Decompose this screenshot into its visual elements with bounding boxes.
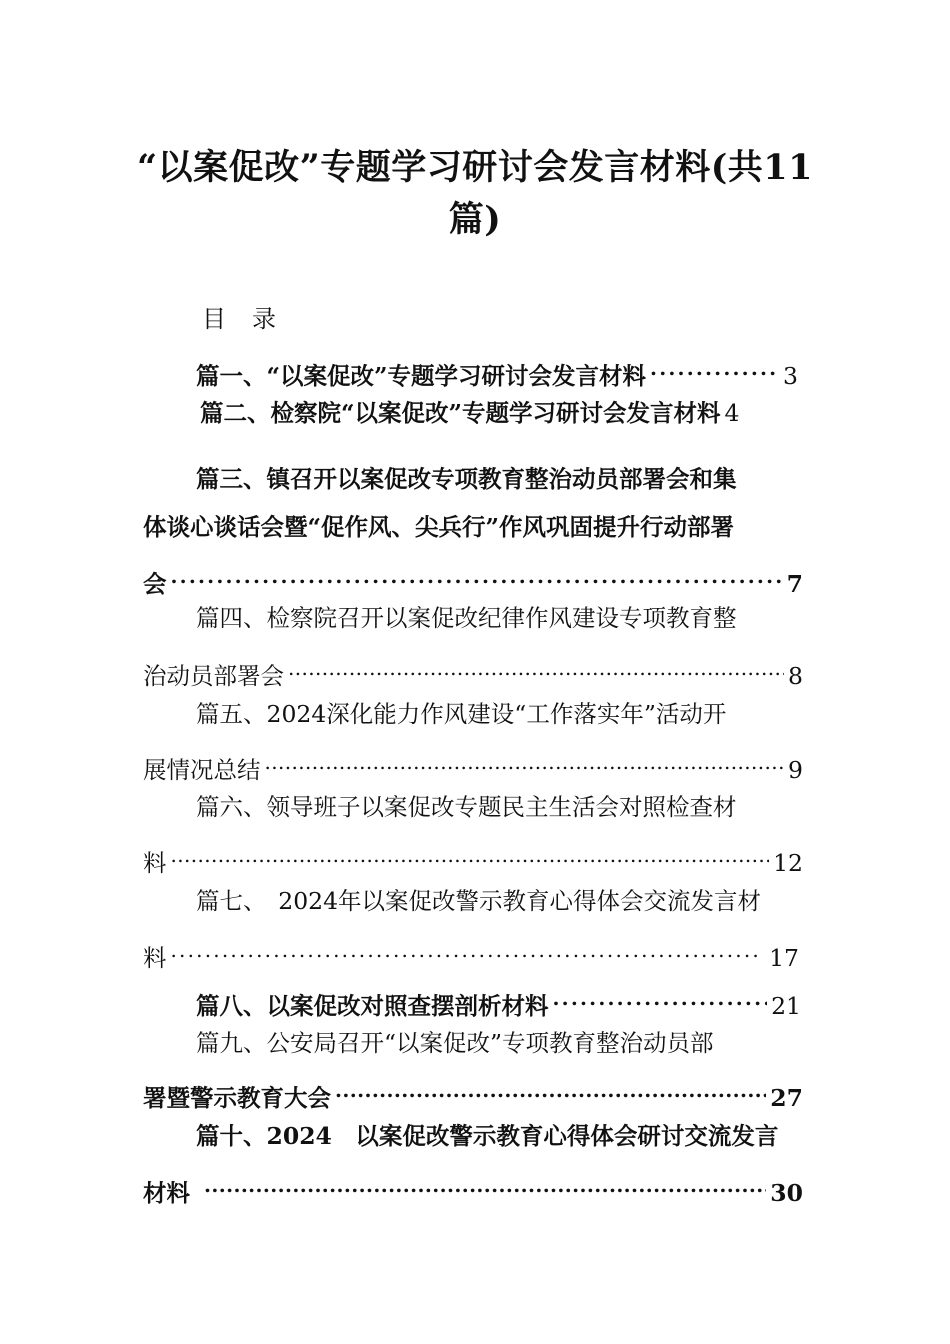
toc-entry-4-page: 8	[788, 662, 803, 690]
document-title-line-2: 篇)	[448, 199, 502, 240]
toc-entry-4-title-end: 治动员部署会	[143, 662, 284, 690]
toc-entry-9-page: 27	[770, 1084, 803, 1112]
toc-entry-1-page: 3	[783, 362, 798, 390]
toc-entry-2[interactable]	[200, 396, 806, 430]
toc-entry-5-line-1[interactable]: 篇五、2024深化能力作风建设“工作落实年”活动开	[196, 700, 727, 728]
toc-entry-8[interactable]	[196, 980, 801, 1023]
toc-entry-9-title-end: 署暨警示教育大会	[143, 1084, 331, 1112]
toc-entry-1[interactable]	[196, 350, 798, 393]
toc-entry-5-title-end: 展情况总结	[143, 756, 261, 784]
toc-entry-10[interactable]	[143, 1167, 803, 1210]
toc-entry-3-line-2[interactable]: 体谈心谈话会暨“促作风、尖兵行”作风巩固提升行动部署	[143, 513, 735, 541]
toc-entry-5-leader	[265, 744, 785, 778]
toc-entry-7-page: 17	[769, 944, 799, 972]
toc-entry-1-leader	[650, 350, 779, 384]
toc-entry-9-line-1[interactable]: 篇九、公安局召开“以案促改”专项教育整治动员部	[196, 1029, 714, 1057]
toc-entry-5-page: 9	[788, 756, 803, 784]
toc-entry-3-title-end: 会	[143, 570, 167, 598]
toc-entry-2-page: 4	[724, 399, 740, 427]
toc-entry-8-title: 篇八、以案促改对照查摆剖析材料	[196, 992, 549, 1020]
toc-entry-7[interactable]	[143, 932, 799, 975]
toc-entry-7-leader	[171, 932, 758, 966]
toc-entry-6[interactable]	[143, 837, 803, 880]
toc-entry-9-leader	[335, 1072, 766, 1106]
toc-entry-3-line-1[interactable]: 篇三、镇召开以案促改专项教育整治动员部署会和集	[196, 465, 737, 493]
toc-heading-char-1: 目	[202, 305, 226, 333]
toc-entry-6-title-end: 料	[143, 849, 167, 877]
toc-entry-7-line-1[interactable]: 篇七、 2024年以案促改警示教育心得体会交流发言材	[196, 887, 762, 915]
toc-heading-char-2: 录	[252, 305, 276, 333]
document-title-line-1: “以案促改”专题学习研讨会发言材料(共11	[136, 147, 814, 188]
toc-entry-3[interactable]	[143, 558, 803, 601]
toc-entry-3-leader	[171, 558, 783, 592]
toc-entry-9[interactable]	[143, 1072, 803, 1115]
toc-entry-8-page: 21	[771, 992, 801, 1020]
toc-entry-10-title-end: 材料	[143, 1179, 190, 1207]
toc-entry-8-leader	[553, 980, 768, 1014]
toc-entry-4[interactable]	[143, 650, 803, 693]
toc-entry-10-page: 30	[770, 1179, 803, 1207]
toc-entry-5[interactable]	[143, 744, 803, 787]
toc-entry-7-title-end: 料	[143, 944, 167, 972]
toc-entry-1-title: 篇一、“以案促改”专题学习研讨会发言材料	[196, 362, 647, 390]
toc-entry-4-leader	[288, 650, 784, 684]
toc-entry-2-title: 篇二、检察院“以案促改”专题学习研讨会发言材料	[200, 399, 721, 427]
toc-entry-6-page: 12	[773, 849, 803, 877]
toc-entry-10-line-1[interactable]: 篇十、2024 以案促改警示教育心得体会研讨交流发言	[196, 1122, 779, 1150]
toc-entry-6-line-1[interactable]: 篇六、领导班子以案促改专题民主生活会对照检查材	[196, 793, 737, 821]
toc-entry-6-leader	[171, 837, 770, 871]
toc-heading	[202, 302, 302, 336]
toc-entry-10-leader	[204, 1167, 766, 1201]
toc-entry-3-page: 7	[786, 570, 803, 598]
toc-entry-4-line-1[interactable]: 篇四、检察院召开以案促改纪律作风建设专项教育整	[196, 604, 737, 632]
